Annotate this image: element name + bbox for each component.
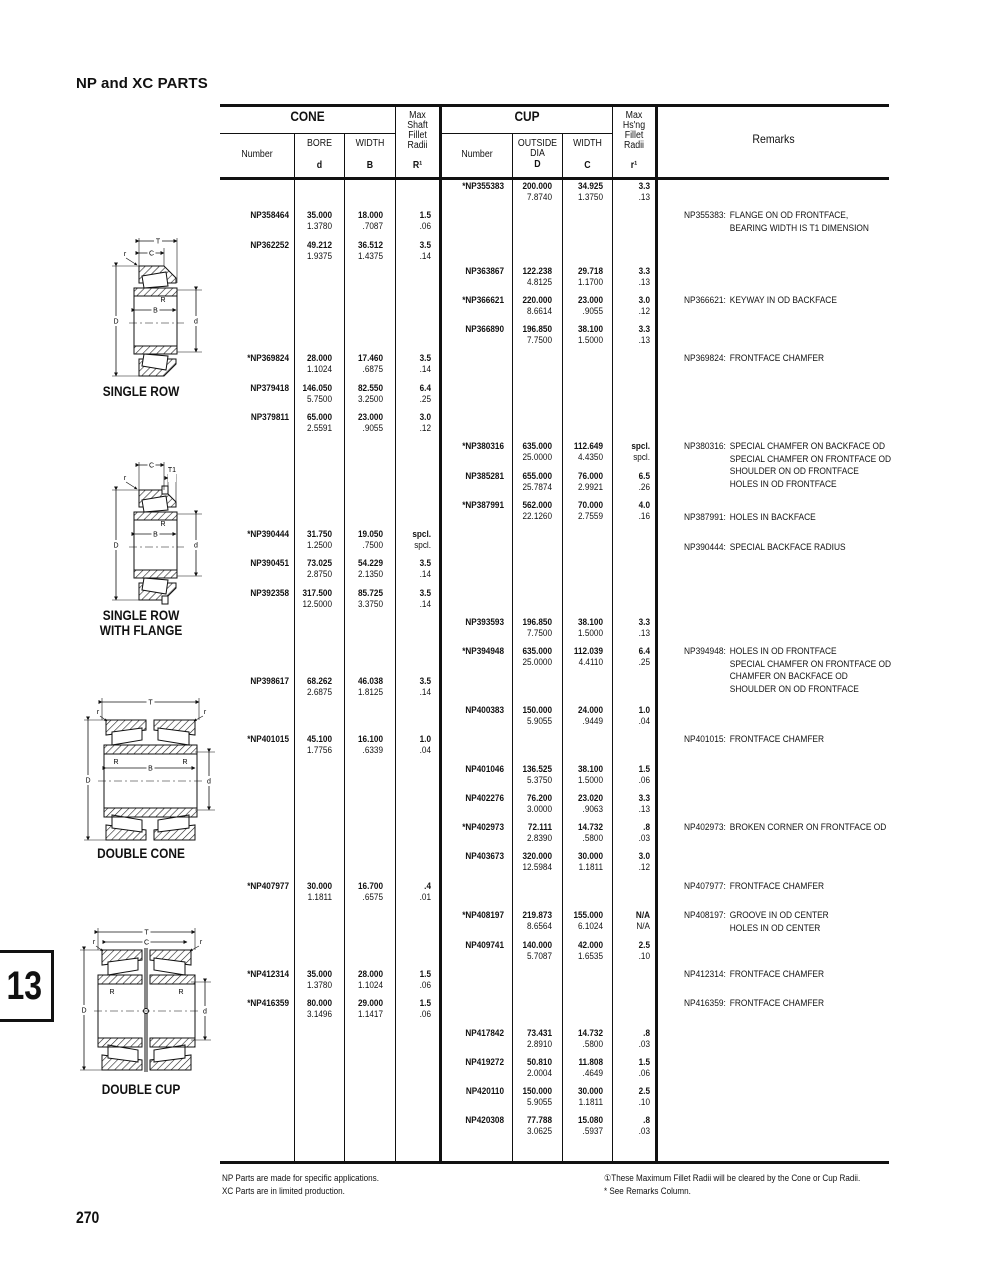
cup-number: NP402276	[465, 793, 504, 804]
cone-number: *NP401015	[247, 734, 289, 745]
cup-width: 11.808 .4649	[578, 1057, 603, 1079]
cup-number: NP393593	[465, 617, 504, 628]
remark-part-number: NP380316:	[684, 441, 726, 452]
shaft-fillet-radius: spcl. spcl.	[412, 529, 431, 551]
svg-text:T: T	[155, 238, 161, 246]
cone-width: 46.038 1.8125	[358, 676, 383, 698]
page-title: NP and XC PARTS	[76, 75, 208, 92]
cup-width: 30.000 1.1811	[578, 851, 603, 873]
remark-text: BROKEN CORNER ON FRONTFACE OD	[729, 822, 887, 833]
cone-width: 28.000 1.1024	[358, 969, 383, 991]
cup-outside-dia: 635.000 25.0000	[522, 441, 552, 463]
remark-entry	[684, 295, 837, 308]
svg-text:R: R	[109, 989, 115, 996]
remark-part-number: NP416359:	[684, 998, 726, 1009]
remark-text: SPECIAL CHAMFER ON FRONTFACE OD	[729, 658, 892, 670]
remark-text: FRONTFACE CHAMFER	[729, 998, 825, 1009]
housing-fillet-radius: 3.3 .13	[638, 324, 650, 346]
cup-outside-dia: 220.000 8.6614	[522, 295, 552, 317]
table-top-rule	[220, 104, 889, 107]
cone-bore: 45.100 1.7756	[307, 734, 332, 756]
double-cup-label: DOUBLE CUP	[101, 1082, 181, 1097]
cone-bore: 317.500 12.5000	[302, 588, 332, 610]
cup-outside-dia: 50.810 2.0004	[527, 1057, 552, 1079]
housing-fillet-radius: 2.5 .10	[638, 1086, 650, 1108]
remark-text: KEYWAY IN OD BACKFACE	[729, 295, 837, 306]
cone-bore: 146.050 5.7500	[302, 383, 332, 405]
remark-text: FRONTFACE CHAMFER	[729, 969, 825, 980]
cone-number: *NP407977	[247, 881, 289, 892]
housing-fillet-radius: .8 .03	[638, 1028, 650, 1050]
housing-fillet-radius: 1.0 .04	[638, 705, 650, 727]
remark-text: SHOULDER ON OD FRONTFACE	[729, 466, 859, 477]
housing-fillet-radius: 4.0 .16	[638, 500, 650, 522]
cup-width: 29.718 1.1700	[578, 266, 603, 288]
cup-outside-dia: 219.873 8.6564	[522, 910, 552, 932]
col-rule-thick	[439, 104, 442, 1163]
bearing-cross-section-icon	[70, 690, 230, 850]
outside-dia-symbol: D	[534, 159, 541, 170]
cup-number: NP366890	[465, 324, 504, 335]
cone-number: *NP369824	[247, 353, 289, 364]
cone-number: NP392358	[250, 588, 289, 599]
cone-width: 16.100 .6339	[358, 734, 383, 756]
cone-bore: 49.212 1.9375	[307, 240, 332, 262]
svg-text:C: C	[148, 250, 155, 258]
remark-text: SPECIAL BACKFACE RADIUS	[729, 542, 846, 553]
remark-part-number: NP366621:	[684, 295, 726, 306]
svg-text:T1: T1	[167, 467, 177, 474]
cup-width: 76.000 2.9921	[578, 471, 603, 493]
cup-number: NP419272	[465, 1057, 504, 1068]
cone-number: NP379811	[250, 412, 289, 423]
svg-text:r: r	[92, 939, 96, 946]
shaft-fillet-radius: 3.5 .14	[419, 240, 431, 262]
remark-entry	[684, 353, 824, 366]
svg-text:r: r	[203, 709, 207, 716]
cup-number: NP403673	[465, 851, 504, 862]
remark-text: HOLES IN OD FRONTFACE	[729, 478, 837, 490]
cup-width: 42.000 1.6535	[578, 940, 603, 962]
cup-outside-dia: 140.000 5.7087	[522, 940, 552, 962]
cone-width: 54.229 2.1350	[358, 558, 383, 580]
cup-number: *NP402973	[462, 822, 504, 833]
cup-outside-dia: 320.000 12.5984	[522, 851, 552, 873]
cup-number: *NP394948	[462, 646, 504, 657]
housing-fillet-radius: spcl. spcl.	[631, 441, 650, 463]
housing-fillet-radius: 2.5 .10	[638, 940, 650, 962]
shaft-fillet-radius: 6.4 .25	[419, 383, 431, 405]
cup-width: 70.000 2.7559	[578, 500, 603, 522]
remark-entry	[684, 512, 816, 525]
cup-number: NP385281	[465, 471, 504, 482]
cup-outside-dia: 196.850 7.7500	[522, 324, 552, 346]
shaft-fillet-radius: 1.0 .04	[419, 734, 431, 756]
cup-outside-dia: 136.525 5.3750	[522, 764, 552, 786]
svg-text:r: r	[123, 251, 127, 258]
svg-text:C: C	[143, 939, 150, 947]
remark-text: FLANGE ON OD FRONTFACE,	[729, 210, 849, 221]
svg-text:D: D	[85, 777, 91, 785]
cone-width: 82.550 3.2500	[358, 383, 383, 405]
svg-text:r: r	[96, 709, 100, 716]
cup-outside-dia: 655.000 25.7874	[522, 471, 552, 493]
svg-text:d: d	[207, 778, 211, 786]
housing-radius-symbol: r¹	[630, 160, 638, 171]
svg-text:B: B	[153, 307, 158, 315]
cup-width: 112.649 4.4350	[573, 441, 603, 463]
cup-number: *NP387991	[462, 500, 504, 511]
housing-fillet-radius: 3.3 .13	[638, 181, 650, 203]
cup-width: 112.039 4.4110	[573, 646, 603, 668]
cup-outside-dia: 122.238 4.8125	[522, 266, 552, 288]
footnote-right: ①These Maximum Fillet Radii will be cleared by the Cone or Cup Radii. * See Remarks Column.	[604, 1173, 861, 1196]
cup-group-header: CUP	[514, 109, 540, 124]
housing-fillet-radius: N/A N/A	[635, 910, 650, 932]
double-cone-diagram	[70, 690, 230, 855]
shaft-fillet-radius: .4 .01	[419, 881, 431, 903]
cone-bore: 30.000 1.1811	[307, 881, 332, 903]
housing-fillet-radius: 3.3 .13	[638, 793, 650, 815]
cup-width: 34.925 1.3750	[578, 181, 603, 203]
outside-dia-header: OUTSIDE DIA	[517, 138, 558, 159]
cone-width: 17.460 .6875	[358, 353, 383, 375]
cone-width: 36.512 1.4375	[358, 240, 383, 262]
shaft-fillet-header: Max Shaft Fillet Radii	[407, 110, 428, 151]
cone-bore: 35.000 1.3780	[307, 969, 332, 991]
remark-part-number: NP402973:	[684, 822, 726, 833]
chapter-tab	[0, 950, 54, 1022]
remark-part-number: NP412314:	[684, 969, 726, 980]
remark-part-number: NP369824:	[684, 353, 726, 364]
shaft-radius-symbol: R¹	[412, 160, 423, 171]
cone-width: 16.700 .6575	[358, 881, 383, 903]
shaft-fillet-radius: 1.5 .06	[419, 210, 431, 232]
cone-number: NP358464	[250, 210, 289, 221]
cone-bore: 65.000 2.5591	[307, 412, 332, 434]
double-cup-diagram	[66, 920, 236, 1085]
housing-fillet-radius: 3.0 .12	[638, 295, 650, 317]
remark-part-number: NP408197:	[684, 910, 726, 921]
remark-text: SHOULDER ON OD FRONTFACE	[729, 683, 859, 695]
svg-text:T: T	[148, 699, 153, 707]
remark-part-number: NP394948:	[684, 646, 726, 657]
cup-outside-dia: 150.000 5.9055	[522, 1086, 552, 1108]
header-bottom-rule	[220, 177, 889, 180]
cone-number: NP398617	[250, 676, 289, 687]
svg-text:R: R	[178, 989, 184, 996]
remark-text: FRONTFACE CHAMFER	[729, 881, 825, 892]
housing-fillet-radius: 1.5 .06	[638, 1057, 650, 1079]
cup-number: *NP380316	[462, 441, 504, 452]
svg-text:C: C	[148, 462, 155, 470]
cup-width: 23.020 .9063	[578, 793, 603, 815]
remark-text: HOLES IN OD CENTER	[729, 922, 821, 934]
cone-bore: 68.262 2.6875	[307, 676, 332, 698]
remark-text: FRONTFACE CHAMFER	[729, 353, 825, 364]
svg-text:R: R	[160, 297, 166, 304]
shaft-fillet-radius: 3.5 .14	[419, 676, 431, 698]
single-row-label: SINGLE ROW	[102, 384, 180, 399]
remark-text: CHAMFER ON BACKFACE OD	[729, 671, 848, 682]
cone-width: 29.000 1.1417	[358, 998, 383, 1020]
cup-outside-dia: 196.850 7.7500	[522, 617, 552, 639]
svg-text:T: T	[144, 929, 149, 937]
cup-number: NP409741	[465, 940, 504, 951]
cup-outside-dia: 73.431 2.8910	[527, 1028, 552, 1050]
cup-width: 14.732 .5800	[578, 822, 603, 844]
cone-width-symbol: B	[366, 160, 374, 171]
svg-text:D: D	[113, 542, 119, 550]
single-row-with-flange-label: SINGLE ROW WITH FLANGE	[99, 608, 183, 638]
subheader-rule-cup	[442, 133, 612, 134]
cone-number: NP379418	[250, 383, 289, 394]
bore-header: BORE	[307, 138, 332, 149]
remark-entry	[684, 441, 891, 491]
bore-symbol: d	[316, 160, 323, 171]
cup-number: *NP366621	[462, 295, 504, 306]
cone-bore: 73.025 2.8750	[307, 558, 332, 580]
cone-width-header: WIDTH	[355, 138, 385, 149]
cone-bore: 31.750 1.2500	[307, 529, 332, 551]
housing-fillet-radius: 3.0 .12	[638, 851, 650, 873]
col-rule	[612, 104, 613, 1163]
shaft-fillet-radius: 3.5 .14	[419, 558, 431, 580]
cup-width: 155.000 6.1024	[573, 910, 603, 932]
cone-group-header: CONE	[290, 109, 325, 124]
cup-width-symbol: C	[584, 160, 591, 171]
remark-part-number: NP407977:	[684, 881, 726, 892]
svg-text:R: R	[182, 759, 188, 766]
cone-width: 23.000 .9055	[358, 412, 383, 434]
housing-fillet-header: Max Hs'ng Fillet Radii	[622, 110, 646, 151]
cup-width: 38.100 1.5000	[578, 324, 603, 346]
remark-entry	[684, 910, 829, 935]
remark-entry	[684, 734, 824, 747]
cone-number-header: Number	[241, 149, 273, 160]
cone-number: NP390451	[250, 558, 289, 569]
cup-width-header: WIDTH	[573, 138, 602, 149]
shaft-fillet-radius: 3.5 .14	[419, 588, 431, 610]
double-cone-label: DOUBLE CONE	[97, 846, 185, 861]
page-number: 270	[76, 1208, 100, 1227]
cup-number: NP401046	[465, 764, 504, 775]
cup-width: 24.000 .9449	[578, 705, 603, 727]
footnote-left: NP Parts are made for specific applications. XC Parts are in limited production.	[222, 1173, 379, 1196]
cone-width: 18.000 .7087	[358, 210, 383, 232]
housing-fillet-radius: .8 .03	[638, 1115, 650, 1137]
cone-number: *NP412314	[247, 969, 289, 980]
housing-fillet-radius: 6.4 .25	[638, 646, 650, 668]
remark-text: BEARING WIDTH IS T1 DIMENSION	[729, 222, 869, 234]
cup-outside-dia: 150.000 5.9055	[522, 705, 552, 727]
cone-number: *NP416359	[247, 998, 289, 1009]
housing-fillet-radius: 3.3 .13	[638, 266, 650, 288]
cup-number-header: Number	[461, 149, 493, 160]
subheader-rule-cone	[220, 133, 395, 134]
cone-bore: 35.000 1.3780	[307, 210, 332, 232]
remark-part-number: NP390444:	[684, 542, 726, 553]
shaft-fillet-radius: 3.5 .14	[419, 353, 431, 375]
remark-text: SPECIAL CHAMFER ON BACKFACE OD	[729, 441, 886, 452]
svg-text:R: R	[113, 759, 119, 766]
cup-width: 38.100 1.5000	[578, 617, 603, 639]
cone-bore: 28.000 1.1024	[307, 353, 332, 375]
chapter-number: 13	[6, 963, 42, 1008]
cup-outside-dia: 562.000 22.1260	[522, 500, 552, 522]
svg-text:D: D	[81, 1007, 87, 1015]
remark-entry	[684, 542, 846, 555]
cone-number: NP362252	[250, 240, 289, 251]
remark-entry	[684, 822, 886, 835]
cup-number: NP417842	[465, 1028, 504, 1039]
table-bottom-rule	[220, 1161, 889, 1164]
cup-width: 14.732 .5800	[578, 1028, 603, 1050]
shaft-fillet-radius: 1.5 .06	[419, 998, 431, 1020]
remark-part-number: NP387991:	[684, 512, 726, 523]
cup-width: 38.100 1.5000	[578, 764, 603, 786]
cup-outside-dia: 200.000 7.8740	[522, 181, 552, 203]
housing-fillet-radius: 1.5 .06	[638, 764, 650, 786]
remark-entry	[684, 969, 824, 982]
cup-outside-dia: 72.111 2.8390	[527, 822, 552, 844]
svg-text:r: r	[199, 939, 203, 946]
shaft-fillet-radius: 1.5 .06	[419, 969, 431, 991]
cone-bore: 80.000 3.1496	[307, 998, 332, 1020]
cup-outside-dia: 76.200 3.0000	[527, 793, 552, 815]
svg-text:R: R	[160, 521, 166, 528]
cup-number: NP420110	[465, 1086, 504, 1097]
cone-width: 19.050 .7500	[358, 529, 383, 551]
cup-width: 23.000 .9055	[578, 295, 603, 317]
remark-text: SPECIAL CHAMFER ON FRONTFACE OD	[729, 453, 892, 465]
bearing-cross-section-icon	[84, 228, 234, 398]
shaft-fillet-radius: 3.0 .12	[419, 412, 431, 434]
cup-number: *NP355383	[462, 181, 504, 192]
remark-text: HOLES IN BACKFACE	[729, 512, 816, 523]
housing-fillet-radius: 3.3 .13	[638, 617, 650, 639]
svg-text:d: d	[194, 318, 198, 326]
cup-width: 30.000 1.1811	[578, 1086, 603, 1108]
cup-number: NP420308	[465, 1115, 504, 1126]
remark-entry	[684, 210, 869, 235]
cone-width: 85.725 3.3750	[358, 588, 383, 610]
svg-text:D: D	[113, 318, 119, 326]
remark-entry	[684, 646, 891, 696]
cup-outside-dia: 77.788 3.0625	[527, 1115, 552, 1137]
remark-entry	[684, 881, 824, 894]
cup-number: NP363867	[465, 266, 504, 277]
cup-number: *NP408197	[462, 910, 504, 921]
svg-text:d: d	[203, 1008, 207, 1016]
svg-text:r: r	[123, 475, 127, 482]
remark-entry	[684, 998, 824, 1011]
col-rule-thick	[655, 104, 658, 1163]
bearing-cross-section-icon	[66, 920, 236, 1080]
single-row-diagram	[84, 228, 234, 403]
remark-text: FRONTFACE CHAMFER	[729, 734, 825, 745]
svg-text:B: B	[148, 765, 153, 773]
svg-text:d: d	[194, 542, 198, 550]
cup-width: 15.080 .5937	[578, 1115, 603, 1137]
cup-outside-dia: 635.000 25.0000	[522, 646, 552, 668]
remarks-header: Remarks	[752, 132, 795, 146]
svg-text:B: B	[153, 531, 158, 539]
remark-text: HOLES IN OD FRONTFACE	[729, 646, 837, 657]
remark-part-number: NP401015:	[684, 734, 726, 745]
remark-text: GROOVE IN OD CENTER	[729, 910, 829, 921]
cone-number: *NP390444	[247, 529, 289, 540]
housing-fillet-radius: .8 .03	[638, 822, 650, 844]
cup-number: NP400383	[465, 705, 504, 716]
housing-fillet-radius: 6.5 .26	[638, 471, 650, 493]
remark-part-number: NP355383:	[684, 210, 726, 221]
